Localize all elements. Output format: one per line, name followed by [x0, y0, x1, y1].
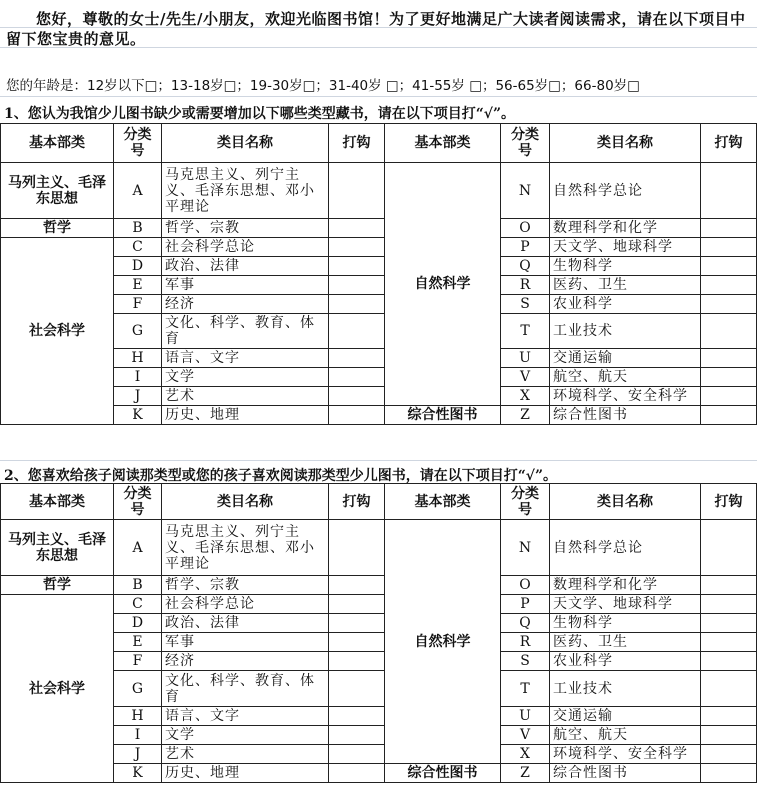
- category-social-science: 社会科学: [1, 595, 114, 783]
- class-code: P: [501, 595, 550, 614]
- tick-cell-P[interactable]: [701, 595, 757, 614]
- class-code: J: [114, 745, 162, 764]
- class-code: I: [114, 726, 162, 745]
- class-name: 数理科学和化学: [550, 576, 701, 595]
- class-code: F: [114, 652, 162, 671]
- class-code: Z: [501, 764, 550, 783]
- class-code: E: [114, 276, 162, 295]
- header-basic: 基本部类: [1, 124, 114, 163]
- class-name: 工业技术: [550, 314, 701, 349]
- class-name: 军事: [162, 633, 329, 652]
- class-name: 历史、地理: [162, 406, 329, 425]
- class-name: 医药、卫生: [550, 633, 701, 652]
- class-name: 自然科学总论: [550, 520, 701, 576]
- tick-cell-G[interactable]: [329, 671, 385, 707]
- class-code: S: [501, 295, 550, 314]
- class-code: R: [501, 276, 550, 295]
- class-name: 历史、地理: [162, 764, 329, 783]
- tick-cell-G[interactable]: [329, 314, 385, 349]
- class-name: 环境科学、安全科学: [550, 745, 701, 764]
- class-name: 交通运输: [550, 349, 701, 368]
- header-name: 类目名称: [550, 484, 701, 520]
- tick-cell-I[interactable]: [329, 368, 385, 387]
- class-code: B: [114, 219, 162, 238]
- class-code: C: [114, 595, 162, 614]
- class-code: V: [501, 368, 550, 387]
- class-code: Q: [501, 257, 550, 276]
- class-code: K: [114, 764, 162, 783]
- class-name: 马克思主义、列宁主义、毛泽东思想、邓小平理论: [162, 163, 329, 219]
- class-name: 艺术: [162, 387, 329, 406]
- class-name: 生物科学: [550, 257, 701, 276]
- class-name: 社会科学总论: [162, 238, 329, 257]
- survey-table-q1: [0, 123, 757, 425]
- tick-cell-A[interactable]: [329, 163, 385, 219]
- category-philosophy: 哲学: [1, 576, 114, 595]
- class-code: D: [114, 614, 162, 633]
- class-code: F: [114, 295, 162, 314]
- class-name: 数理科学和化学: [550, 219, 701, 238]
- header-code: 分类 号: [501, 484, 550, 520]
- tick-cell-V[interactable]: [701, 368, 757, 387]
- tick-cell-F[interactable]: [329, 295, 385, 314]
- class-code: P: [501, 238, 550, 257]
- header-basic: 基本部类: [1, 484, 114, 520]
- question-2-title: 2、您喜欢给孩子阅读那类型或您的孩子喜欢阅读那类型少儿图书，请在以下项目打“√”。: [4, 468, 558, 484]
- header-code: 分类 号: [501, 124, 550, 163]
- class-name: 航空、航天: [550, 368, 701, 387]
- tick-cell-X[interactable]: [701, 745, 757, 764]
- class-name: 语言、文字: [162, 707, 329, 726]
- tick-cell-N[interactable]: [701, 520, 757, 576]
- class-name: 社会科学总论: [162, 595, 329, 614]
- tick-cell-Z[interactable]: [701, 764, 757, 783]
- class-name: 交通运输: [550, 707, 701, 726]
- tick-cell-H[interactable]: [329, 707, 385, 726]
- category-social-science: 社会科学: [1, 238, 114, 425]
- class-code: Z: [501, 406, 550, 425]
- class-name: 文化、科学、教育、体育: [162, 671, 329, 707]
- class-code: C: [114, 238, 162, 257]
- category-general-books: 综合性图书: [385, 406, 501, 425]
- class-name: 经济: [162, 652, 329, 671]
- tick-cell-R[interactable]: [701, 633, 757, 652]
- header-basic: 基本部类: [385, 484, 501, 520]
- class-code: R: [501, 633, 550, 652]
- class-name: 马克思主义、列宁主义、毛泽东思想、邓小平理论: [162, 520, 329, 576]
- header-name: 类目名称: [550, 124, 701, 163]
- question-1-title: 1、您认为我馆少儿图书缺少或需要增加以下哪些类型藏书，请在以下项目打“√”。: [4, 106, 516, 122]
- class-code: U: [501, 707, 550, 726]
- tick-cell-J[interactable]: [329, 745, 385, 764]
- tick-cell-T[interactable]: [701, 314, 757, 349]
- class-code: A: [114, 163, 162, 219]
- header-tick: 打钩: [701, 124, 757, 163]
- tick-cell-K[interactable]: [329, 764, 385, 783]
- class-code: T: [501, 671, 550, 707]
- class-code: N: [501, 520, 550, 576]
- tick-cell-I[interactable]: [329, 726, 385, 745]
- tick-cell-E[interactable]: [329, 276, 385, 295]
- tick-cell-E[interactable]: [329, 633, 385, 652]
- class-name: 天文学、地球科学: [550, 238, 701, 257]
- class-name: 工业技术: [550, 671, 701, 707]
- class-code: H: [114, 707, 162, 726]
- class-code: X: [501, 745, 550, 764]
- class-code: K: [114, 406, 162, 425]
- class-name: 自然科学总论: [550, 163, 701, 219]
- tick-cell-K[interactable]: [329, 406, 385, 425]
- class-name: 综合性图书: [550, 406, 701, 425]
- class-name: 政治、法律: [162, 614, 329, 633]
- class-name: 军事: [162, 276, 329, 295]
- tick-cell-S[interactable]: [701, 652, 757, 671]
- class-code: G: [114, 671, 162, 707]
- class-code: G: [114, 314, 162, 349]
- intro-section: [0, 0, 757, 68]
- header-code: 分类 号: [114, 484, 162, 520]
- tick-cell-D[interactable]: [329, 614, 385, 633]
- category-natural-science: 自然科学: [385, 163, 501, 406]
- class-name: 农业科学: [550, 295, 701, 314]
- tick-cell-D[interactable]: [329, 257, 385, 276]
- tick-cell-Z[interactable]: [701, 406, 757, 425]
- class-code: Q: [501, 614, 550, 633]
- class-name: 文学: [162, 368, 329, 387]
- class-name: 天文学、地球科学: [550, 595, 701, 614]
- class-name: 哲学、宗教: [162, 219, 329, 238]
- class-name: 语言、文字: [162, 349, 329, 368]
- tick-cell-S[interactable]: [701, 295, 757, 314]
- tick-cell-Q[interactable]: [701, 257, 757, 276]
- tick-cell-B[interactable]: [329, 576, 385, 595]
- category-philosophy: 哲学: [1, 219, 114, 238]
- tick-cell-U[interactable]: [701, 707, 757, 726]
- class-code: J: [114, 387, 162, 406]
- tick-cell-C[interactable]: [329, 238, 385, 257]
- class-name: 经济: [162, 295, 329, 314]
- tick-cell-J[interactable]: [329, 387, 385, 406]
- class-name: 哲学、宗教: [162, 576, 329, 595]
- class-code: X: [501, 387, 550, 406]
- class-code: S: [501, 652, 550, 671]
- class-name: 综合性图书: [550, 764, 701, 783]
- tick-cell-R[interactable]: [701, 276, 757, 295]
- class-name: 农业科学: [550, 652, 701, 671]
- tick-cell-U[interactable]: [701, 349, 757, 368]
- class-name: 环境科学、安全科学: [550, 387, 701, 406]
- class-name: 生物科学: [550, 614, 701, 633]
- tick-cell-T[interactable]: [701, 671, 757, 707]
- class-code: O: [501, 576, 550, 595]
- tick-cell-H[interactable]: [329, 349, 385, 368]
- tick-cell-O[interactable]: [701, 219, 757, 238]
- class-name: 文化、科学、教育、体育: [162, 314, 329, 349]
- class-code: U: [501, 349, 550, 368]
- tick-cell-N[interactable]: [701, 163, 757, 219]
- header-name: 类目名称: [162, 124, 329, 163]
- header-basic: 基本部类: [385, 124, 501, 163]
- tick-cell-O[interactable]: [701, 576, 757, 595]
- tick-cell-A[interactable]: [329, 520, 385, 576]
- category-natural-science: 自然科学: [385, 520, 501, 764]
- class-code: N: [501, 163, 550, 219]
- class-code: V: [501, 726, 550, 745]
- class-name: 医药、卫生: [550, 276, 701, 295]
- intro-text: 您好，尊敬的女士/先生/小朋友，欢迎光临图书馆！为了更好地满足广大读者阅读需求，请在以下项目中留下您宝贵的意见。: [6, 10, 746, 48]
- class-code: I: [114, 368, 162, 387]
- tick-cell-V[interactable]: [701, 726, 757, 745]
- class-code: T: [501, 314, 550, 349]
- tick-cell-F[interactable]: [329, 652, 385, 671]
- tick-cell-B[interactable]: [329, 219, 385, 238]
- class-name: 航空、航天: [550, 726, 701, 745]
- class-name: 政治、法律: [162, 257, 329, 276]
- header-name: 类目名称: [162, 484, 329, 520]
- tick-cell-P[interactable]: [701, 238, 757, 257]
- category-marxism: 马列主义、毛泽东思想: [1, 163, 114, 219]
- header-tick: 打钩: [329, 124, 385, 163]
- class-code: H: [114, 349, 162, 368]
- header-tick: 打钩: [701, 484, 757, 520]
- survey-table-q2: [0, 483, 757, 783]
- blank-row-1: [0, 432, 757, 461]
- age-selection-line: 您的年龄是：12岁以下□；13-18岁□；19-30岁□；31-40岁 □；41-55岁 □；56-65岁□；66-80岁□: [6, 78, 640, 94]
- tick-cell-C[interactable]: [329, 595, 385, 614]
- header-tick: 打钩: [329, 484, 385, 520]
- class-name: 文学: [162, 726, 329, 745]
- tick-cell-X[interactable]: [701, 387, 757, 406]
- class-name: 艺术: [162, 745, 329, 764]
- class-code: E: [114, 633, 162, 652]
- class-code: D: [114, 257, 162, 276]
- class-code: B: [114, 576, 162, 595]
- class-code: A: [114, 520, 162, 576]
- age-row: [0, 68, 757, 97]
- category-general-books: 综合性图书: [385, 764, 501, 783]
- category-marxism: 马列主义、毛泽东思想: [1, 520, 114, 576]
- header-code: 分类 号: [114, 124, 162, 163]
- tick-cell-Q[interactable]: [701, 614, 757, 633]
- class-code: O: [501, 219, 550, 238]
